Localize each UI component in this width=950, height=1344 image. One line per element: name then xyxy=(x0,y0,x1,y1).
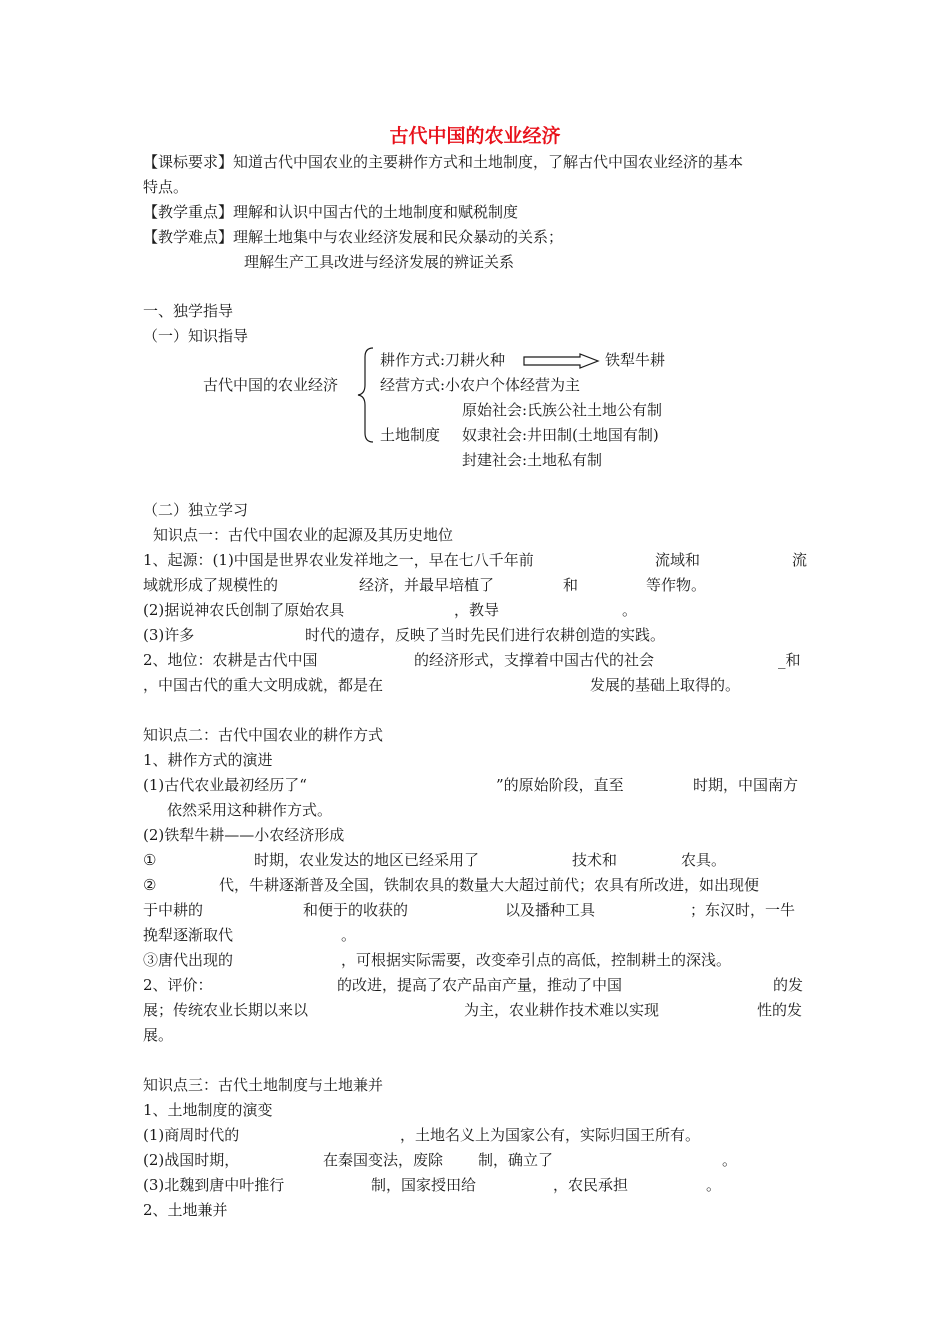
kp2-text: (1)古代农业最初经历了“ xyxy=(143,776,307,794)
kp3-text: (3)北魏到唐中叶推行 xyxy=(143,1176,285,1194)
arrow-right-icon xyxy=(522,353,602,369)
kp2-text: 为主，农业耕作技术难以实现 xyxy=(464,1001,660,1019)
kp1-text: (2)据说神农氏创制了原始农具 xyxy=(143,601,345,619)
kp2-text: 展；传统农业长期以来以 xyxy=(143,1001,309,1019)
kp2-text: 时期，农业发达的地区已经采用了 xyxy=(254,851,480,869)
kp2-text: 时期，中国南方 xyxy=(693,776,799,794)
section1-sub2-heading: （二）独立学习 xyxy=(143,501,249,519)
kp1-text: 1、起源：(1)中国是世界农业发祥地之一，早在七八千年前 xyxy=(143,551,534,569)
kp3-text: 。 xyxy=(722,1151,738,1169)
kp2-text: (2)铁犁牛耕——小农经济形成 xyxy=(143,826,345,844)
kp2-text: 。 xyxy=(341,926,357,944)
diagram-management: 经营方式:小农户个体经营为主 xyxy=(380,376,581,394)
teaching-difficulty-line1: 【教学难点】理解土地集中与农业经济发展和民众暴动的关系； xyxy=(143,228,564,246)
kp2-text: 以及播种工具 xyxy=(505,901,596,919)
page-title: 古代中国的农业经济 xyxy=(389,125,561,147)
diagram-farming-target: 铁犁牛耕 xyxy=(605,351,666,369)
kp1-text: 流 xyxy=(792,551,808,569)
kp1-heading: 知识点一：古代中国农业的起源及其历史地位 xyxy=(153,526,454,544)
teaching-difficulty-line2: 理解生产工具改进与经济发展的辨证关系 xyxy=(244,253,515,271)
kp3-heading: 知识点三：古代土地制度与土地兼并 xyxy=(143,1076,384,1094)
kp1-text: 域就形成了规模性的 xyxy=(143,576,279,594)
kp2-text: 2、评价： xyxy=(143,976,213,994)
kp2-text: ，可根据实际需要，改变牵引点的高低，控制耕土的深浅。 xyxy=(341,951,732,969)
kp1-text: 流域和 xyxy=(655,551,701,569)
kp1-text: 。 xyxy=(622,601,638,619)
kp1-text: 的经济形式，支撑着中国古代的社会 xyxy=(414,651,655,669)
kp1-text: _和 xyxy=(778,651,801,669)
kp1-text: ，教导 xyxy=(454,601,500,619)
kp2-text: 性的发 xyxy=(757,1001,803,1019)
kp2-text: ② xyxy=(143,876,157,894)
kp3-text: (2)战国时期， xyxy=(143,1151,240,1169)
kp2-text: 依然采用这种耕作方式。 xyxy=(167,801,333,819)
section1-sub1-heading: （一）知识指导 xyxy=(143,327,249,345)
kp1-text: 和 xyxy=(563,576,579,594)
curriculum-requirement-line2: 特点。 xyxy=(143,178,189,196)
kp1-text: 发展的基础上取得的。 xyxy=(590,676,741,694)
kp1-text: 2、地位：农耕是古代中国 xyxy=(143,651,318,669)
brace-icon xyxy=(355,345,375,445)
kp2-text: 的改进，提高了农产品亩产量，推动了中国 xyxy=(337,976,623,994)
kp2-text: 挽犁逐渐取代 xyxy=(143,926,234,944)
diagram-slave-society: 奴隶社会:井田制(土地国有制) xyxy=(462,426,659,444)
kp2-text: 代，牛耕逐渐普及全国，铁制农具的数量大大超过前代；农具有所改进，如出现便 xyxy=(219,876,760,894)
kp2-text: 的发 xyxy=(773,976,804,994)
teaching-key-point: 【教学重点】理解和认识中国古代的土地制度和赋税制度 xyxy=(143,203,519,221)
kp1-text: 时代的遗存，反映了当时先民们进行农耕创造的实践。 xyxy=(305,626,666,644)
kp1-text: ，中国古代的重大文明成就，都是在 xyxy=(143,676,384,694)
kp3-text: 2、土地兼并 xyxy=(143,1201,228,1219)
curriculum-requirement-line1: 【课标要求】知道古代中国农业的主要耕作方式和土地制度，了解古代中国农业经济的基本 xyxy=(143,153,744,171)
kp2-heading: 知识点二：古代中国农业的耕作方式 xyxy=(143,726,384,744)
kp3-text: 。 xyxy=(706,1176,722,1194)
kp3-text: 制，国家授田给 xyxy=(371,1176,477,1194)
kp3-text: (1)商周时代的 xyxy=(143,1126,240,1144)
kp1-text: 等作物。 xyxy=(646,576,707,594)
kp3-text: ，土地名义上为国家公有，实际归国王所有。 xyxy=(400,1126,701,1144)
kp2-text: ；东汉时，一牛 xyxy=(690,901,796,919)
kp2-text: 农具。 xyxy=(681,851,727,869)
diagram-feudal-society: 封建社会:土地私有制 xyxy=(462,451,603,469)
kp3-text: 在秦国变法，废除 xyxy=(323,1151,444,1169)
section1-heading: 一、独学指导 xyxy=(143,302,234,320)
kp2-text: 1、耕作方式的演进 xyxy=(143,751,273,769)
kp3-text: 制，确立了 xyxy=(478,1151,554,1169)
kp1-text: (3)许多 xyxy=(143,626,195,644)
diagram-primitive-society: 原始社会:氏族公社土地公有制 xyxy=(462,401,663,419)
diagram-farming-method: 耕作方式:刀耕火种 xyxy=(380,351,506,369)
diagram-land-system: 土地制度 xyxy=(380,426,441,444)
kp3-text: ，农民承担 xyxy=(553,1176,629,1194)
kp2-text: ③唐代出现的 xyxy=(143,951,234,969)
kp3-text: 1、土地制度的演变 xyxy=(143,1101,273,1119)
kp2-text: 技术和 xyxy=(572,851,618,869)
kp2-text: 展。 xyxy=(143,1026,174,1044)
diagram-root: 古代中国的农业经济 xyxy=(203,376,339,394)
kp2-text: 于中耕的 xyxy=(143,901,204,919)
kp1-text: 经济，并最早培植了 xyxy=(359,576,495,594)
kp2-text: 和便于的收获的 xyxy=(303,901,409,919)
kp2-text: ”的原始阶段，直至 xyxy=(496,776,624,794)
kp2-text: ① xyxy=(143,851,157,869)
